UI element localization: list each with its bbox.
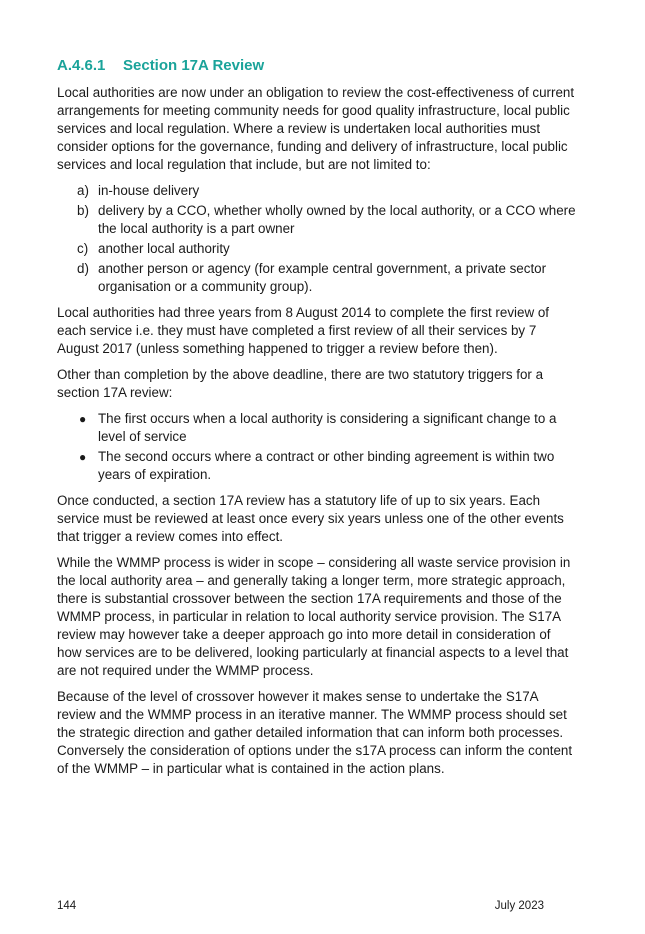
list-marker: d) [77, 261, 89, 276]
body-content [57, 84, 577, 786]
bullet-icon: ● [79, 412, 87, 426]
triggers-paragraph: Other than completion by the above deadline, there are two statutory triggers for a section 17A review: [57, 367, 544, 400]
list-item-text: in-house delivery [98, 183, 200, 198]
list-item [57, 260, 577, 296]
section-title: Section 17A Review [123, 57, 265, 74]
section-heading [57, 57, 264, 74]
list-item [57, 240, 577, 258]
list-item [57, 448, 577, 484]
page-number: 144 [57, 900, 77, 912]
list-item [57, 182, 577, 200]
list-item-text: another person or agency (for example central government, a private sector organisation or a community group). [98, 261, 547, 294]
wmmp-scope-paragraph: While the WMMP process is wider in scope – considering all waste service provision in the local authority area – and generally taking a longer term, more strategic approach, there is substantial crossover between the section 17A requirements and those of the WMMP process, in particular in relation to local authority service provision. The S17A review may however take a deeper approach go into more detail in consideration of how services are to be delivered, looking particularly at financial aspects to a level that are not required under the WMMP process. [57, 555, 571, 678]
triggers-list [57, 410, 577, 484]
footer-date: July 2023 [494, 900, 544, 912]
crossover-paragraph: Because of the level of crossover however it makes sense to undertake the S17A review and the WMMP process in an iterative manner. The WMMP process should set the strategic direction and gather detailed information that can inform both processes. Conversely the consideration of options under the s17A process can inform the content of the WMMP – in particular what is contained in the action plans. [57, 689, 573, 776]
deadline-paragraph: Local authorities had three years from 8 August 2014 to complete the first review of each service i.e. they must have completed a first review of all their services by 7 August 2017 (unless something happened to trigger a review before then). [57, 305, 550, 356]
list-marker: c) [77, 241, 89, 256]
bullet-icon: ● [79, 450, 87, 464]
list-item-text: The second occurs where a contract or other binding agreement is within two years of expiration. [98, 449, 555, 482]
list-item-text: delivery by a CCO, whether wholly owned by the local authority, or a CCO where the local authority is a part owner [98, 203, 576, 236]
list-item [57, 202, 577, 238]
options-list [57, 182, 577, 296]
list-item [57, 410, 577, 446]
list-item-text: another local authority [98, 241, 230, 256]
statutory-life-paragraph: Once conducted, a section 17A review has a statutory life of up to six years. Each service must be reviewed at least once every six years unless one of the other events that trigger a review comes into effect. [57, 493, 564, 544]
list-marker: b) [77, 203, 89, 218]
list-marker: a) [77, 183, 89, 198]
section-number: A.4.6.1 [57, 57, 106, 74]
intro-paragraph: Local authorities are now under an obligation to review the cost-effectiveness of current arrangements for meeting community needs for good quality infrastructure, local public services and local regulation. Where a review is undertaken local authorities must consider options for the governance, funding and delivery of infrastructure, local public services and local regulation that include, but are not limited to: [57, 85, 575, 172]
list-item-text: The first occurs when a local authority is considering a significant change to a level of service [98, 411, 557, 444]
